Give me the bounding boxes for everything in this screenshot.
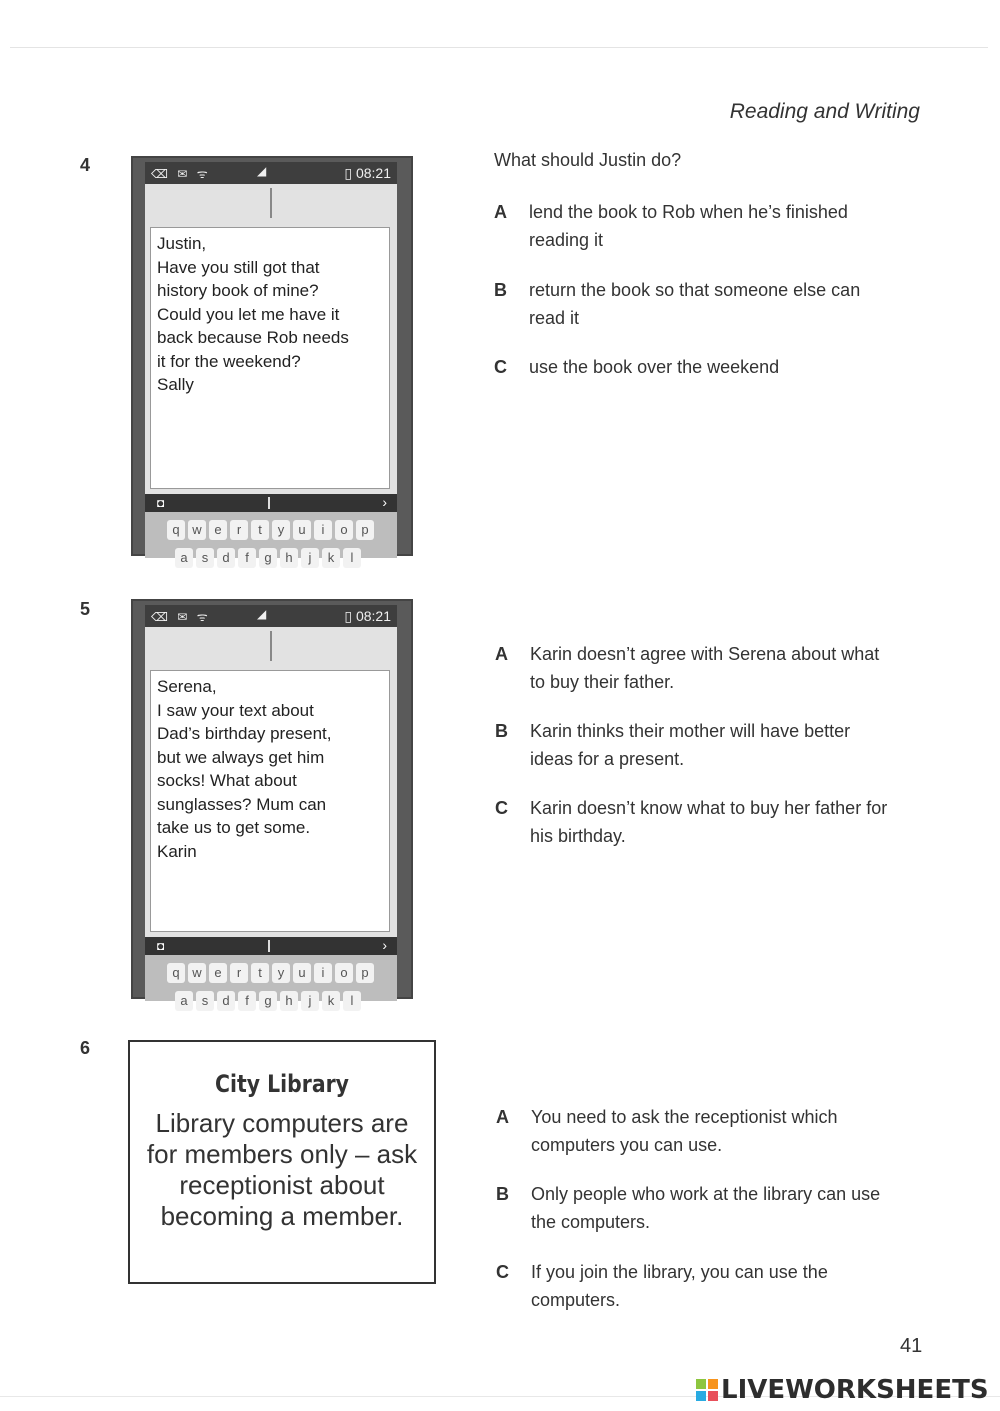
message-line: socks! What about: [157, 771, 297, 790]
keyboard-key: y: [272, 963, 290, 983]
option-letter: B: [496, 1184, 509, 1204]
send-arrow-icon: ›: [382, 494, 387, 510]
option-letter: B: [495, 721, 508, 741]
answer-option-b[interactable]: [495, 717, 895, 773]
notice-title: City Library: [215, 1070, 349, 1098]
phone-screen: [145, 184, 397, 500]
option-text: return the book so that someone else can read it: [529, 280, 861, 328]
liveworksheets-logo-icon: [696, 1379, 718, 1401]
keyboard-key: f: [238, 991, 256, 1011]
library-notice: [128, 1040, 436, 1284]
keyboard-key: k: [322, 991, 340, 1011]
liveworksheets-brand[interactable]: [696, 1375, 989, 1405]
signal-icon: ◢: [257, 164, 267, 178]
keyboard-key: d: [217, 548, 235, 568]
answer-option-a[interactable]: [496, 1103, 896, 1159]
question-prompt: What should Justin do?: [494, 150, 682, 170]
keyboard-key: y: [272, 520, 290, 540]
question-number: 6: [80, 1038, 91, 1058]
keyboard-key: l: [343, 548, 361, 568]
option-letter: A: [495, 644, 508, 664]
option-text: use the book over the weekend: [529, 357, 780, 377]
answer-option-a[interactable]: [494, 198, 894, 254]
answer-option-b[interactable]: [496, 1180, 896, 1236]
camera-icon: ◘: [157, 939, 165, 953]
message-line: sunglasses? Mum can: [157, 794, 327, 814]
keyboard-key: u: [293, 963, 311, 983]
option-letter: A: [494, 202, 507, 222]
text-cursor: [270, 631, 272, 661]
toolbar-cursor: [268, 940, 270, 952]
keyboard-key: t: [251, 963, 269, 983]
answer-option-c[interactable]: [495, 794, 895, 850]
phone-message-4: [131, 156, 413, 565]
message-line: Karin: [157, 841, 197, 861]
status-time: ▯ 08:21: [344, 608, 391, 624]
message-line: I saw your text about: [157, 700, 314, 720]
keyboard-key: i: [314, 963, 332, 983]
camera-icon: ◘: [157, 496, 165, 510]
option-letter: C: [494, 357, 507, 377]
section-title: Reading and Writing: [729, 100, 920, 123]
message-line: Could you let me have it: [157, 304, 340, 324]
message-line: Sally: [157, 375, 194, 394]
option-text: You need to ask the receptionist which computers you can use.: [531, 1107, 838, 1155]
message-line: take us to get some.: [157, 818, 311, 837]
keyboard-key: f: [238, 548, 256, 568]
option-letter: C: [495, 798, 508, 818]
message-line: history book of mine?: [157, 281, 319, 300]
keyboard-key: s: [196, 991, 214, 1011]
signal-icon: ◢: [257, 607, 267, 621]
keyboard-key: r: [230, 963, 248, 983]
keyboard-key: r: [230, 520, 248, 540]
keyboard-key: o: [335, 963, 353, 983]
option-text: lend the book to Rob when he’s finished reading it: [529, 202, 848, 250]
answer-option-b[interactable]: [494, 276, 894, 332]
message-line: Dad’s birthday present,: [157, 724, 332, 743]
phone-screen: [145, 627, 397, 943]
message-line: Justin,: [157, 234, 207, 253]
phone-toolbar: [145, 494, 397, 512]
status-icons: ⌫ ✉ ᯤ: [151, 610, 211, 624]
keyboard-key: p: [356, 520, 374, 540]
option-text: Karin doesn’t agree with Serena about what to buy their father.: [530, 644, 880, 692]
page-number: 41: [900, 1335, 923, 1357]
keyboard-key: e: [209, 520, 227, 540]
message-line: it for the weekend?: [157, 351, 301, 371]
keyboard-key: d: [217, 991, 235, 1011]
message-line: Have you still got that: [157, 257, 320, 277]
keyboard-key: l: [343, 991, 361, 1011]
status-time-value: 08:21: [355, 165, 391, 181]
text-cursor: [270, 188, 272, 218]
keyboard-key: j: [301, 548, 319, 568]
option-text: Only people who work at the library can use the computers.: [531, 1184, 881, 1232]
option-text: Karin thinks their mother will have better ideas for a present.: [530, 721, 851, 769]
answer-option-c[interactable]: [496, 1258, 896, 1314]
phone-toolbar: [145, 937, 397, 955]
top-rule: [10, 47, 988, 48]
toolbar-cursor: [268, 497, 270, 509]
brand-text: LIVEWORKSHEETS: [721, 1375, 989, 1405]
question-number: 4: [80, 155, 91, 175]
option-letter: B: [494, 280, 507, 300]
keyboard-key: j: [301, 991, 319, 1011]
answer-option-a[interactable]: [495, 640, 895, 696]
status-time-value: 08:21: [355, 608, 391, 624]
phone-keyboard: [145, 512, 397, 565]
keyboard-key: q: [167, 520, 185, 540]
keyboard-key: w: [188, 520, 206, 540]
keyboard-key: s: [196, 548, 214, 568]
keyboard-key: a: [175, 991, 193, 1011]
phone-status-bar: [145, 605, 397, 627]
option-text: If you join the library, you can use the computers.: [531, 1262, 828, 1310]
keyboard-key: h: [280, 991, 298, 1011]
message-line: Serena,: [157, 677, 217, 696]
question-number: 5: [80, 599, 91, 619]
message-line: back because Rob needs: [157, 328, 349, 347]
keyboard-key: i: [314, 520, 332, 540]
phone-message-5: [131, 599, 413, 1008]
notice-body: Library computers are for members only – ask receptionist about becoming a member.: [146, 1108, 418, 1231]
option-letter: A: [496, 1107, 509, 1127]
text-message: [150, 670, 390, 932]
keyboard-key: h: [280, 548, 298, 568]
keyboard-key: k: [322, 548, 340, 568]
option-letter: C: [496, 1262, 509, 1282]
keyboard-key: w: [188, 963, 206, 983]
send-arrow-icon: ›: [382, 937, 387, 953]
option-text: Karin doesn’t know what to buy her father for his birthday.: [530, 798, 888, 846]
text-message: [150, 227, 390, 489]
keyboard-key: t: [251, 520, 269, 540]
keyboard-key: a: [175, 548, 193, 568]
status-time: ▯ 08:21: [344, 165, 391, 181]
keyboard-key: e: [209, 963, 227, 983]
phone-keyboard: [145, 955, 397, 1008]
keyboard-key: g: [259, 991, 277, 1011]
keyboard-key: q: [167, 963, 185, 983]
answer-option-c[interactable]: [494, 353, 894, 381]
keyboard-key: o: [335, 520, 353, 540]
keyboard-key: u: [293, 520, 311, 540]
keyboard-key: g: [259, 548, 277, 568]
phone-status-bar: [145, 162, 397, 184]
message-line: but we always get him: [157, 747, 325, 767]
status-icons: ⌫ ✉ ᯤ: [151, 167, 211, 181]
keyboard-key: p: [356, 963, 374, 983]
